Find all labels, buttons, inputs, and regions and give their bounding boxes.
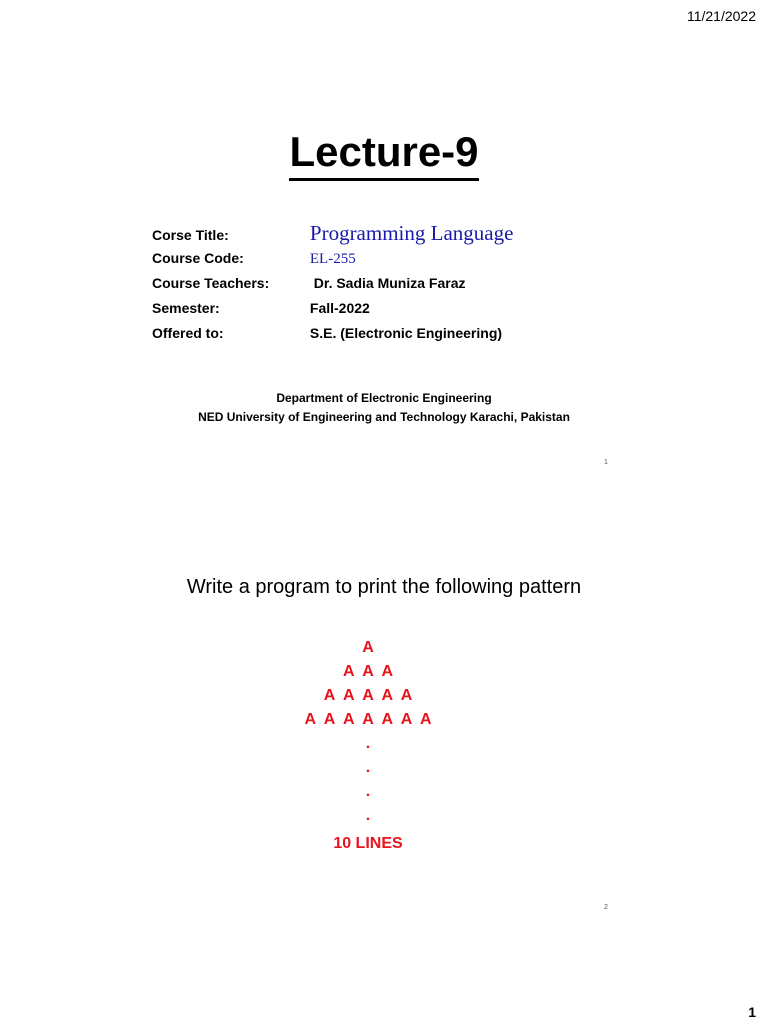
course-title-value: Programming Language [309, 221, 514, 245]
department-name: Department of Electronic Engineering [276, 391, 492, 405]
department-block [0, 389, 768, 427]
page-number: 1 [748, 1004, 756, 1020]
slide-1-title-block [0, 126, 768, 181]
course-code-row [152, 246, 513, 271]
semester-label: Semester: [152, 300, 220, 316]
course-teachers-value: Dr. Sadia Muniza Faraz [309, 275, 466, 291]
date-stamp: 11/21/2022 [686, 8, 756, 24]
slide-1-number: 1 [604, 459, 608, 466]
pattern-line: A A A A A [323, 687, 413, 704]
course-teachers-row [152, 271, 513, 296]
slide-2-number: 2 [604, 904, 608, 911]
semester-value: Fall-2022 [309, 300, 370, 316]
offered-to-row [152, 321, 513, 346]
course-title-row [152, 221, 513, 246]
semester-row [152, 296, 513, 321]
pattern-dot: . [365, 783, 371, 800]
course-code-value: EL-255 [309, 251, 356, 267]
lecture-title: Lecture-9 [289, 126, 478, 181]
slide-2-question: Write a program to print the following pattern [186, 576, 582, 598]
course-title-label: Corse Title: [152, 227, 229, 243]
offered-to-value: S.E. (Electronic Engineering) [309, 325, 503, 341]
course-teachers-label: Course Teachers: [152, 275, 270, 291]
pattern-line-count: 10 LINES [333, 835, 403, 852]
pattern-block [0, 636, 736, 856]
university-name: NED University of Engineering and Technology Karachi, Pakistan [198, 410, 570, 424]
pattern-dot: . [365, 735, 371, 752]
course-code-label: Course Code: [152, 250, 244, 266]
course-info-table [152, 221, 513, 346]
pattern-dot: . [365, 759, 371, 776]
pattern-line: A A A A A A A [304, 711, 432, 728]
offered-to-label: Offered to: [152, 325, 224, 341]
pattern-line: A [362, 639, 374, 656]
pattern-dot: . [365, 807, 371, 824]
pattern-line: A A A [342, 663, 394, 680]
